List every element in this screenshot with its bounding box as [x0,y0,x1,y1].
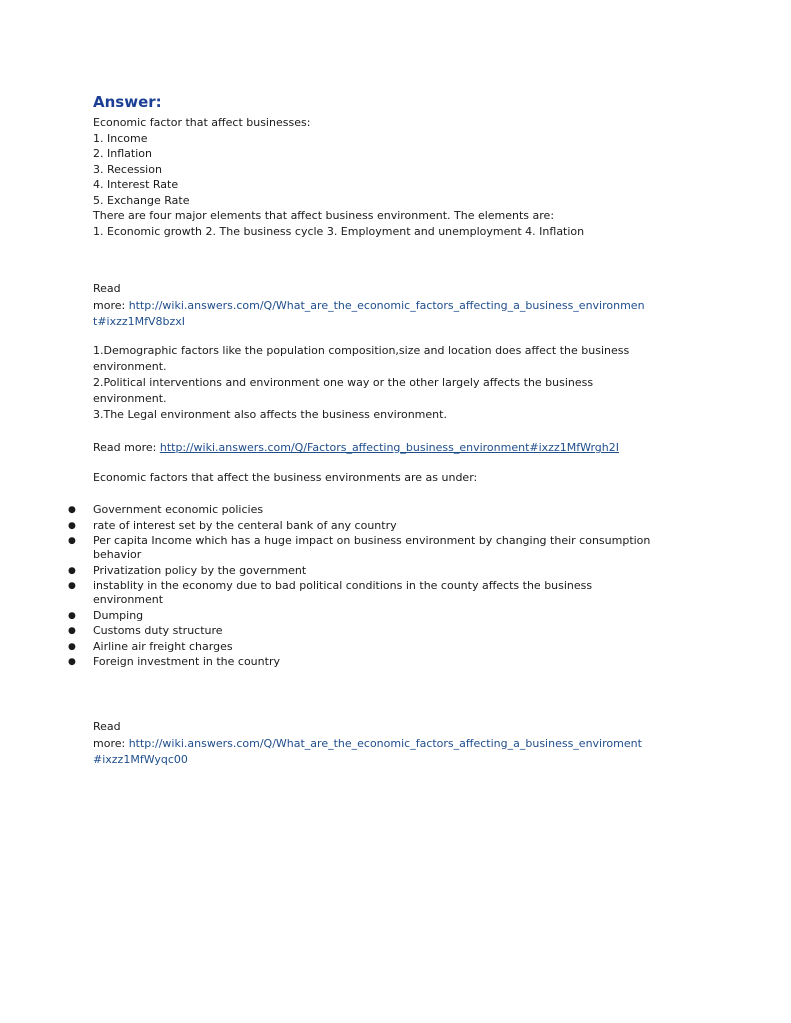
para-line: environment. [93,392,167,405]
list-item [68,563,713,578]
elements-intro: There are four major elements that affect business environment. The elements are: [93,209,555,222]
bullets-intro-text: Economic factors that affect the business environments are as under: [93,471,478,484]
para-line: 2.Political interventions and environment one way or the other largely affects the business [93,376,594,389]
read-more-block-3 [93,719,713,768]
intro-text: Economic factor that affect businesses: [93,116,311,129]
para-line: 3.The Legal environment also affects the business environment. [93,408,447,421]
list-item-text: rate of interest set by the centeral bank of any country [93,518,397,532]
bullet-icon: ● [68,536,76,546]
list-item [68,608,713,623]
read-label: Read [93,282,121,295]
bullet-icon: ● [68,657,76,667]
list-item [68,655,713,669]
factor-item: 2. Inflation [93,147,152,160]
bullet-icon: ● [68,626,76,636]
bullets-intro [93,470,713,486]
factor-item: 5. Exchange Rate [93,193,190,207]
list-item-text: instablity in the economy due to bad political conditions in the county affects the business [93,579,593,592]
read-more-link[interactable]: http://wiki.answers.com/Q/What_are_the_economic_factors_affecting_a_business_environmen [128,298,645,312]
read-more-link-continued[interactable]: #ixzz1MfWyqc00 [93,753,188,766]
paragraph-factors [93,343,713,423]
list-item-text: Government economic policies [93,503,264,516]
list-item-text: Dumping [93,608,144,622]
read-more-link-continued[interactable]: t#ixzz1MfV8bzxI [93,315,186,328]
list-item-text: Privatization policy by the government [93,563,307,577]
bullet-icon: ● [68,610,76,621]
more-label: more: [93,736,129,750]
answer-heading: Answer: [93,93,162,111]
list-item [68,579,713,607]
read-more-block-2 [93,440,713,456]
list-item [68,503,713,517]
factor-item: 1. Income [93,131,148,145]
read-more-block-1 [93,281,713,330]
list-item-text: Per capita Income which has a huge impact on business environment by changing their consumption [93,534,651,547]
list-item [68,624,713,638]
read-more-label: Read more: [93,441,160,454]
read-more-link[interactable]: http://wiki.answers.com/Q/What_are_the_economic_factors_affecting_a_business_enviroment [128,736,642,750]
list-item-text: Airline air freight charges [93,639,233,653]
read-more-link[interactable]: http://wiki.answers.com/Q/Factors_affecting_business_environment#ixzz1MfWrgh2I [159,441,619,454]
elements-list: 1. Economic growth 2. The business cycle 3. Employment and unemployment 4. Inflation [93,224,585,238]
factor-item: 3. Recession [93,162,162,176]
list-item [68,639,713,654]
factor-item: 4. Interest Rate [93,178,179,191]
list-item-text: Foreign investment in the country [93,655,280,668]
list-item-text: Customs duty structure [93,624,223,637]
list-item [68,518,713,533]
bullet-icon: ● [68,581,76,591]
read-label: Read [93,720,121,733]
para-line: environment. [93,360,167,373]
more-label: more: [93,298,129,312]
bullet-icon: ● [68,641,76,652]
bullet-icon: ● [68,505,76,515]
list-item [68,534,713,562]
economic-factors-list [68,503,713,669]
list-item-text-continued: behavior [93,548,142,561]
bullet-icon: ● [68,520,76,531]
bullet-icon: ● [68,565,76,576]
para-line: 1.Demographic factors like the population composition,size and location does affect the business [93,344,630,357]
list-item-text-continued: environment [93,593,164,606]
